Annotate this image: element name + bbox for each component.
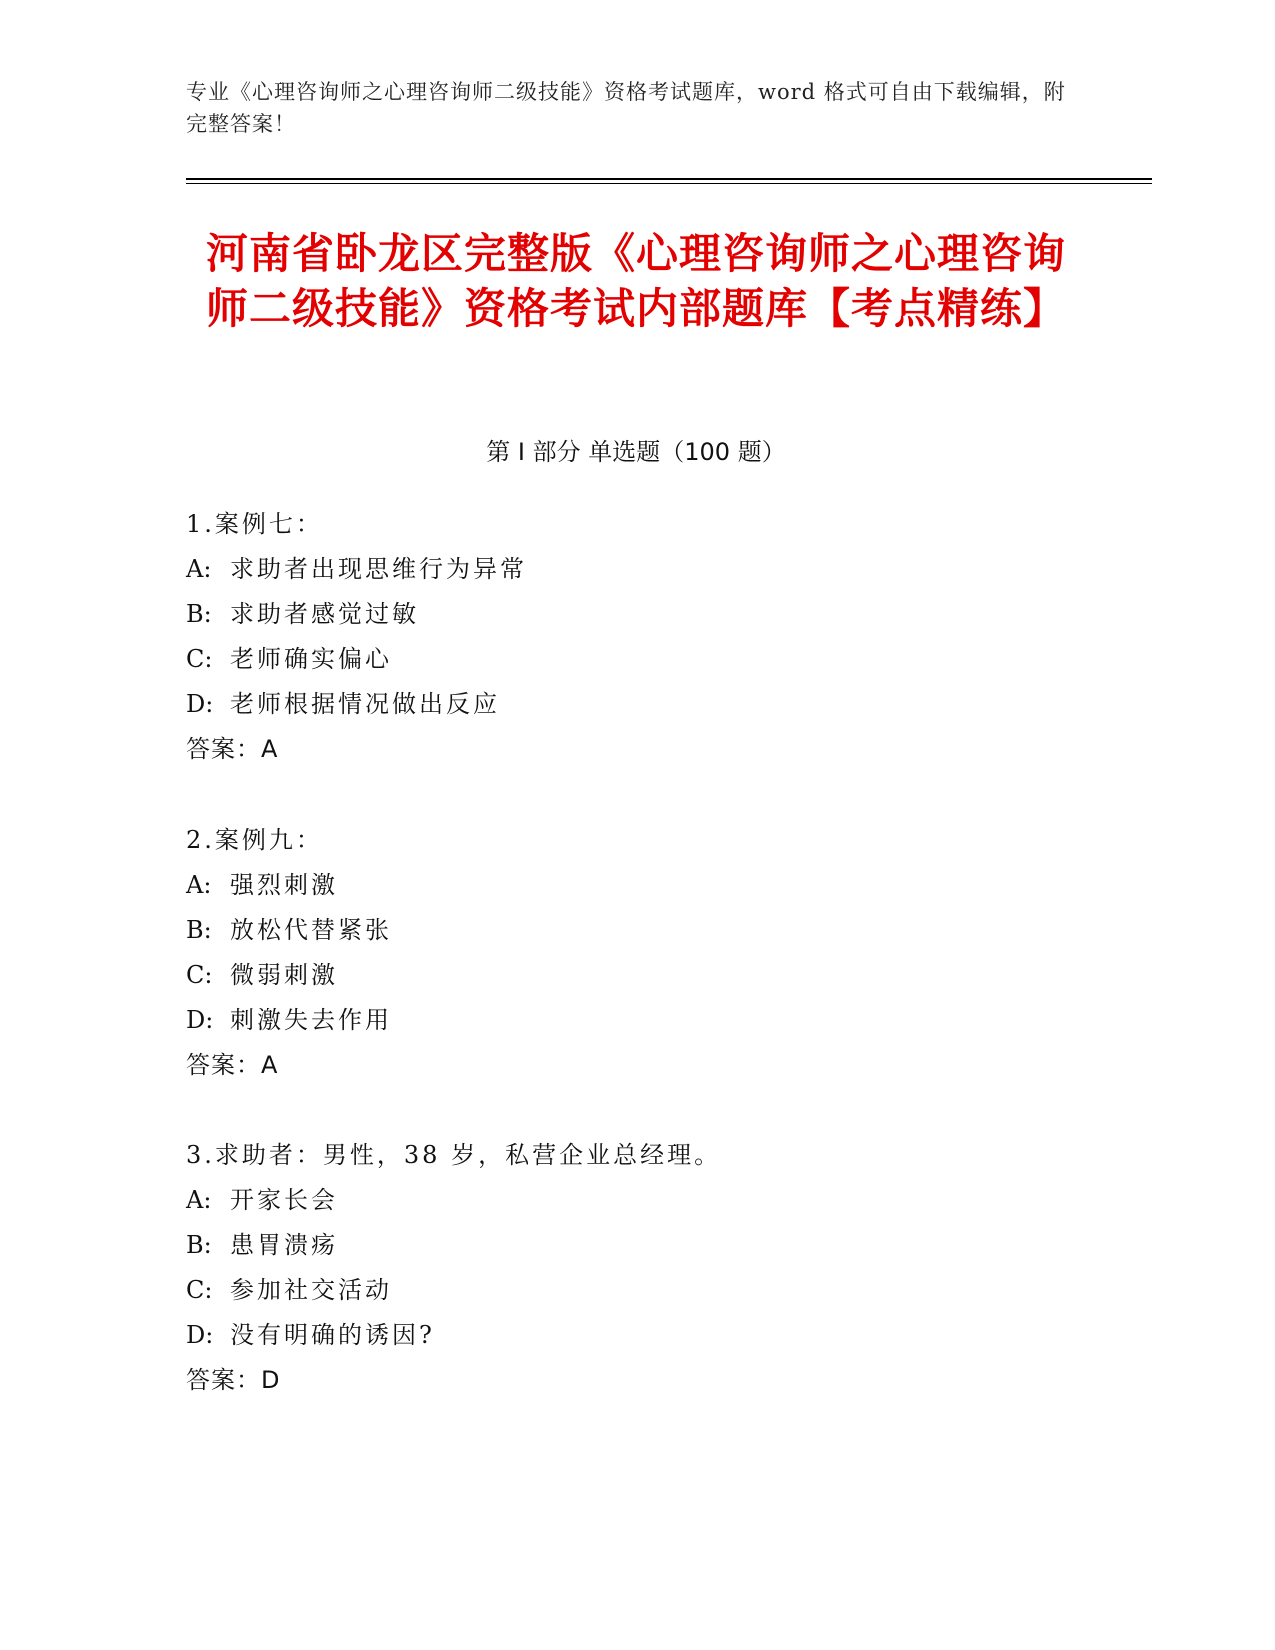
option-letter: B: — [186, 1231, 212, 1259]
header-note: 专业《心理咨询师之心理咨询师二级技能》资格考试题库，word 格式可自由下载编辑，附完整答案！ — [186, 80, 1066, 136]
option-c — [186, 953, 1086, 998]
header-divider-thick — [186, 178, 1152, 180]
option-a — [186, 547, 1086, 592]
option-c — [186, 637, 1086, 682]
option-letter: C: — [186, 1276, 213, 1304]
question-2 — [186, 818, 1086, 1088]
option-letter: A: — [186, 871, 212, 899]
question-stem: 2.案例九： — [186, 826, 323, 854]
option-text: 微弱刺激 — [230, 961, 338, 989]
option-text: 求助者感觉过敏 — [230, 600, 419, 628]
option-text: 患胃溃疡 — [230, 1231, 338, 1259]
option-text: 没有明确的诱因? — [230, 1321, 435, 1349]
section-title: 第 I 部分 单选题（100 题） — [486, 438, 786, 466]
option-b — [186, 592, 1086, 637]
question-stem: 1.案例七： — [186, 510, 323, 538]
answer: 答案：D — [186, 1366, 281, 1394]
option-letter: D: — [186, 1006, 214, 1034]
answer: 答案：A — [186, 1051, 279, 1079]
option-d — [186, 1313, 1086, 1358]
option-letter: B: — [186, 916, 212, 944]
option-c — [186, 1268, 1086, 1313]
option-text: 强烈刺激 — [230, 871, 338, 899]
question-1 — [186, 502, 1086, 772]
option-d — [186, 682, 1086, 727]
option-b — [186, 1223, 1086, 1268]
header-divider-thin — [186, 183, 1152, 184]
option-letter: C: — [186, 961, 213, 989]
question-stem: 3.求助者：男性，38 岁，私营企业总经理。 — [186, 1141, 722, 1169]
option-letter: D: — [186, 1321, 214, 1349]
option-text: 老师确实偏心 — [230, 645, 392, 673]
option-text: 求助者出现思维行为异常 — [230, 555, 527, 583]
option-d — [186, 998, 1086, 1043]
option-letter: A: — [186, 555, 212, 583]
question-3 — [186, 1133, 1086, 1403]
option-letter: A: — [186, 1186, 212, 1214]
option-letter: B: — [186, 600, 212, 628]
document-title: 河南省卧龙区完整版《心理咨询师之心理咨询师二级技能》资格考试内部题库【考点精练】 — [205, 229, 1066, 333]
option-text: 老师根据情况做出反应 — [230, 690, 500, 718]
option-b — [186, 908, 1086, 953]
option-a — [186, 1178, 1086, 1223]
option-letter: D: — [186, 690, 214, 718]
option-text: 放松代替紧张 — [230, 916, 392, 944]
option-a — [186, 863, 1086, 908]
option-text: 开家长会 — [230, 1186, 338, 1214]
option-text: 参加社交活动 — [230, 1276, 392, 1304]
answer: 答案：A — [186, 735, 279, 763]
option-text: 刺激失去作用 — [230, 1006, 392, 1034]
option-letter: C: — [186, 645, 213, 673]
